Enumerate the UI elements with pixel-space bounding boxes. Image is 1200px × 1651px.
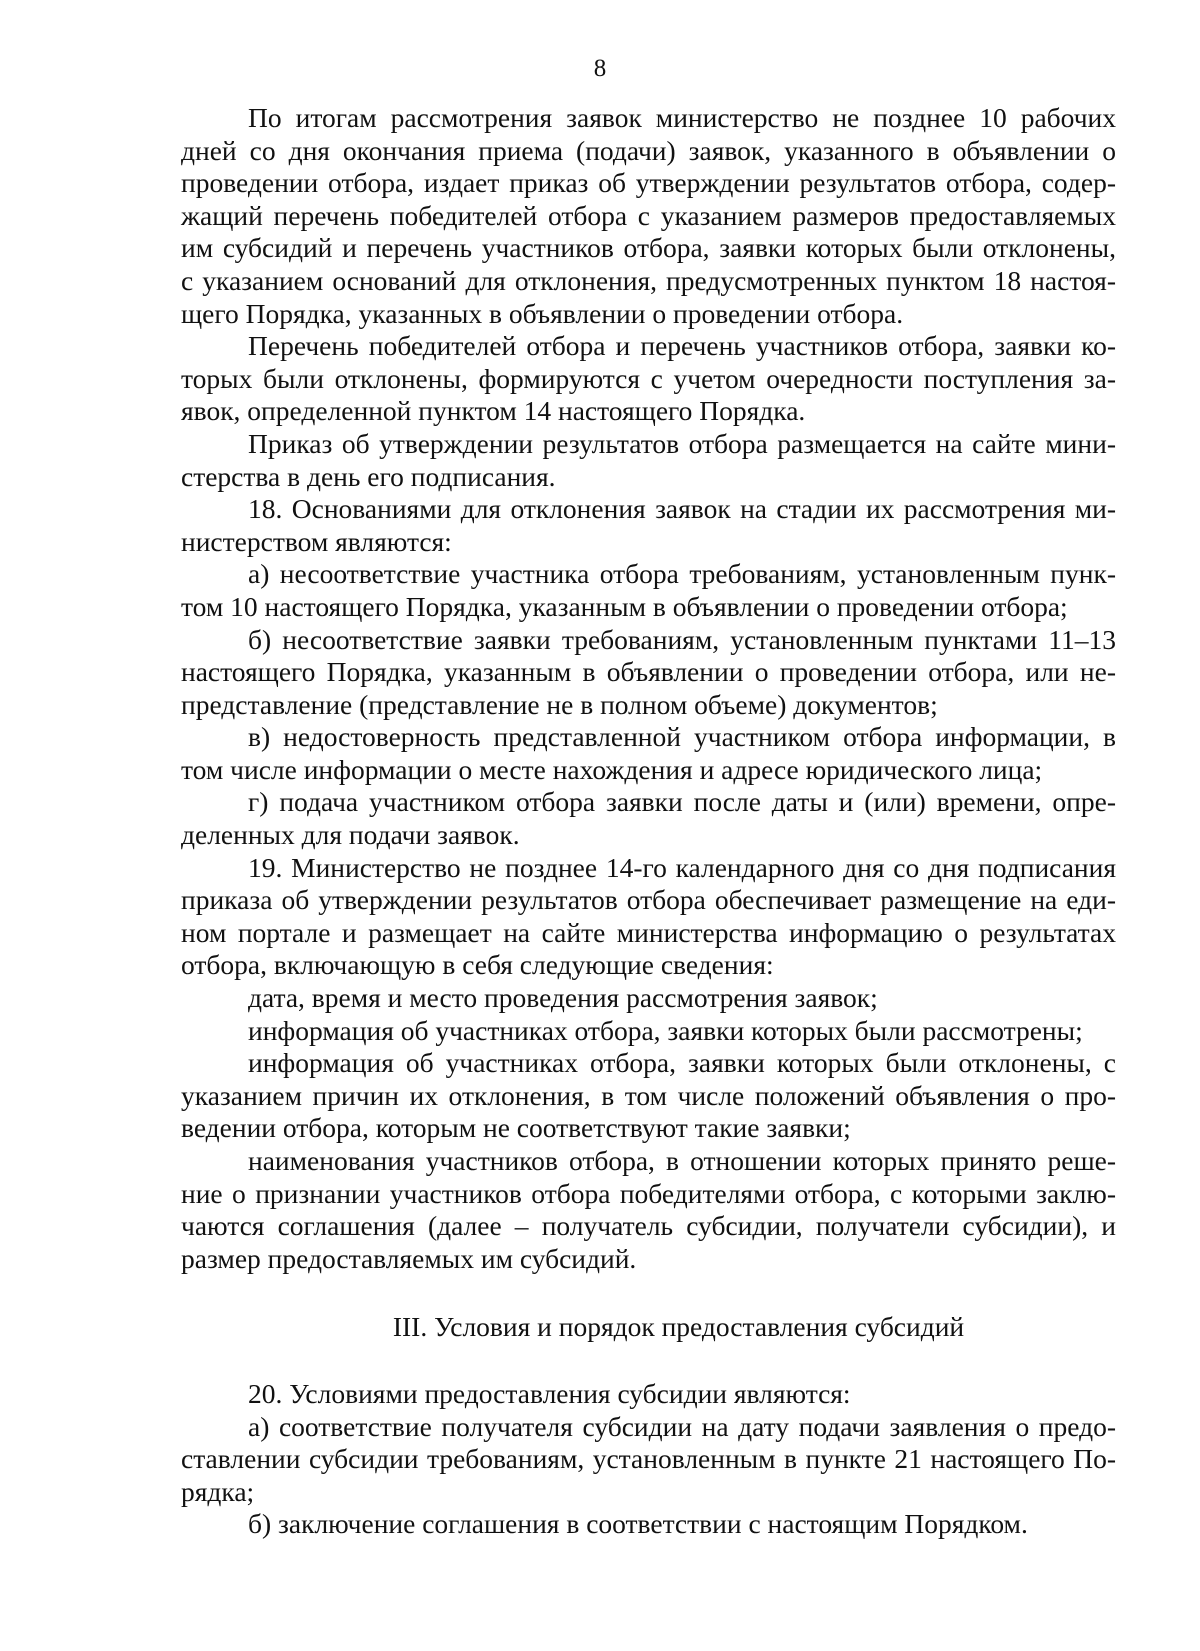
paragraph: [181, 428, 1116, 493]
text-line: приказа об утверждении результатов отбора обеспечивает размещение на еди-: [181, 884, 1116, 916]
text-line: а) несоответствие участника отбора требованиям, установленным пунк-: [248, 558, 1116, 590]
text-line: ведении отбора, которым не соответствуют такие заявки;: [181, 1112, 851, 1144]
text-line: г) подача участником отбора заявки после даты и (или) времени, опре-: [248, 786, 1116, 818]
text-line: проведении отбора, издает приказ об утверждении результатов отбора, содер-: [181, 167, 1116, 199]
text-line: 20. Условиями предоставления субсидии являются:: [248, 1377, 851, 1409]
text-line: чаются соглашения (далее – получатель субсидии, получатели субсидии), и: [181, 1210, 1116, 1242]
paragraph: [181, 1411, 1116, 1509]
text-line: отбора, включающую в себя следующие сведения:: [181, 949, 774, 981]
text-line: Перечень победителей отбора и перечень участников отбора, заявки ко-: [248, 330, 1116, 362]
paragraph: [181, 982, 1116, 1015]
text-line: настоящего Порядка, указанным в объявлении о проведении отбора, или не-: [181, 656, 1116, 688]
text-line: им субсидий и перечень участников отбора, заявки которых были отклонены,: [181, 232, 1116, 264]
text-line: с указанием оснований для отклонения, предусмотренных пунктом 18 настоя-: [181, 264, 1116, 296]
paragraphs-after-heading: [181, 1378, 1116, 1541]
text-line: 18. Основаниями для отклонения заявок на стадии их рассмотрения ми-: [248, 493, 1116, 525]
text-line: том 10 настоящего Порядка, указанным в объявлении о проведении отбора;: [181, 590, 1068, 622]
paragraph: [181, 102, 1116, 330]
text-line: стерства в день его подписания.: [181, 460, 556, 492]
text-line: Приказ об утверждении результатов отбора размещается на сайте мини-: [248, 427, 1116, 459]
paragraph: [181, 1378, 1116, 1411]
paragraph: [181, 852, 1116, 982]
text-line: деленных для подачи заявок.: [181, 819, 520, 851]
text-line: нистерством являются:: [181, 525, 452, 557]
paragraph: [181, 330, 1116, 428]
text-line: информация об участниках отбора, заявки которых были отклонены, с: [248, 1047, 1116, 1079]
paragraph: [181, 624, 1116, 722]
text-line: том числе информации о месте нахождения и адресе юридического лица;: [181, 753, 1043, 785]
text-line: представление (представление не в полном объеме) документов;: [181, 688, 938, 720]
text-line: торых были отклонены, формируются с учетом очередности поступления за-: [181, 362, 1116, 394]
text-line: в) недостоверность представленной участником отбора информации, в: [248, 721, 1116, 753]
paragraph: [181, 786, 1116, 851]
text-line: жащий перечень победителей отбора с указанием размеров предоставляемых: [181, 199, 1116, 231]
text-line: б) несоответствие заявки требованиям, установленным пунктами 11–13: [248, 623, 1116, 655]
text-line: размер предоставляемых им субсидий.: [181, 1242, 637, 1274]
paragraph: [181, 1508, 1116, 1541]
text-line: а) соответствие получателя субсидии на дату подачи заявления о предо-: [248, 1410, 1116, 1442]
section-heading: III. Условия и порядок предоставления субсидий: [392, 1311, 965, 1343]
text-line: наименования участников отбора, в отношении которых принято реше-: [248, 1145, 1116, 1176]
text-line: ном портале и размещает на сайте министерства информацию о результатах: [181, 916, 1116, 948]
document-body: [181, 102, 1116, 1541]
paragraph: [181, 1015, 1116, 1048]
paragraph: [181, 1047, 1116, 1145]
text-line: указанием причин их отклонения, в том числе положений объявления о про-: [181, 1079, 1116, 1111]
text-line: рядка;: [181, 1475, 255, 1507]
text-line: дата, время и место проведения рассмотрения заявок;: [248, 982, 878, 1014]
paragraph: [181, 493, 1116, 558]
text-line: 19. Министерство не позднее 14-го календарного дня со дня подписания: [248, 851, 1116, 883]
paragraphs-before-heading: [181, 102, 1116, 1275]
text-line: щего Порядка, указанных в объявлении о проведении отбора.: [181, 297, 904, 329]
paragraph: [181, 721, 1116, 786]
paragraph: [181, 558, 1116, 623]
text-line: информация об участниках отбора, заявки которых были рассмотрены;: [248, 1014, 1083, 1046]
text-line: дней со дня окончания приема (подачи) заявок, указанного в объявлении о: [181, 134, 1116, 166]
page-number: 8: [593, 55, 607, 82]
text-line: ставлении субсидии требованиям, установленным в пункте 21 настоящего По-: [181, 1443, 1116, 1475]
text-line: б) заключение соглашения в соответствии с настоящим Порядком.: [248, 1508, 1028, 1540]
paragraph: [181, 1145, 1116, 1275]
text-line: явок, определенной пунктом 14 настоящего Порядка.: [181, 395, 806, 427]
text-line: ние о признании участников отбора победителями отбора, с которыми заклю-: [181, 1177, 1116, 1209]
text-line: По итогам рассмотрения заявок министерство не позднее 10 рабочих: [248, 102, 1116, 133]
